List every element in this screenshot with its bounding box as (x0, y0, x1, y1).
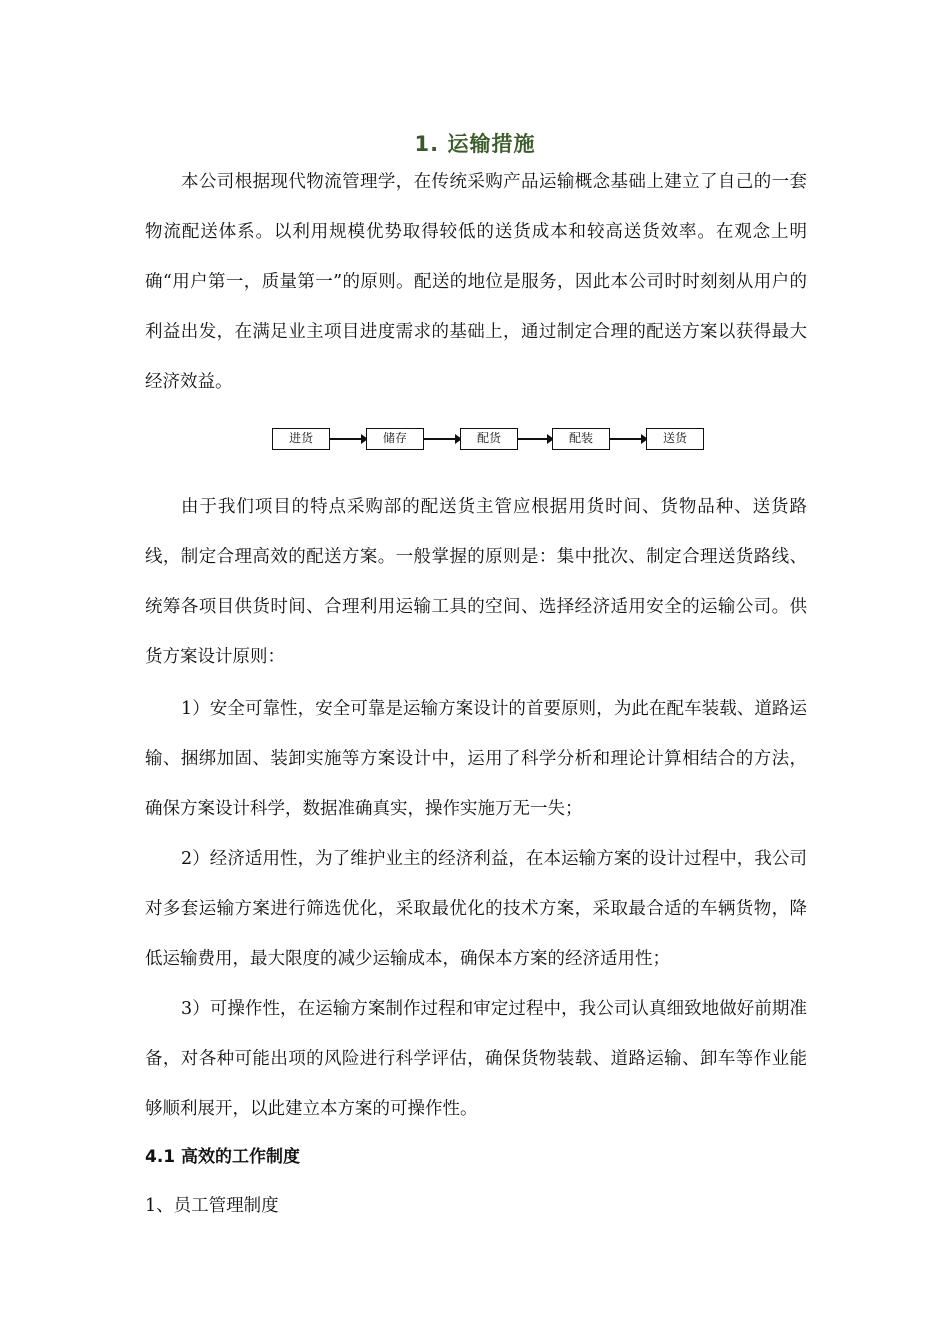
paragraph-distribution: 由于我们项目的特点采购部的配送货主管应根据用货时间、货物品种、送货路线，制定合理高效的配送方案。一般掌握的原则是：集中批次、制定合理送货路线、统筹各项目供货时间、合理利用运输工具的空间、选择经济适用安全的运输公司。供货方案设计原则： (145, 497, 807, 667)
paragraph-intro: 本公司根据现代物流管理学，在传统采购产品运输概念基础上建立了自己的一套物流配送体系。以利用规模优势取得较低的送货成本和较高送货效率。在观念上明确“用户第一，质量第一”的原则。配送的地位是服务，因此本公司时时刻刻从用户的利益出发，在满足业主项目进度需求的基础上，通过制定合理的配送方案以获得最大经济效益。 (145, 172, 807, 392)
list-item: 1、员工管理制度 (145, 1196, 279, 1216)
flow-diagram (272, 428, 708, 454)
flow-step-5: 送货 (646, 428, 704, 450)
flow-step-1: 进货 (272, 428, 330, 450)
section-heading: 4.1 高效的工作制度 (145, 1147, 301, 1167)
page-title: 1. 运输措施 (414, 132, 536, 156)
flow-arrow-icon (610, 438, 646, 440)
paragraph-safety: 1）安全可靠性，安全可靠是运输方案设计的首要原则，为此在配车装载、道路运输、捆绑加固、装卸实施等方案设计中，运用了科学分析和理论计算相结合的方法，确保方案设计科学，数据准确真实，操作实施万无一失； (145, 699, 807, 819)
paragraph-operability: 3）可操作性，在运输方案制作过程和审定过程中，我公司认真细致地做好前期准备，对各种可能出项的风险进行科学评估，确保货物装载、道路运输、卸车等作业能够顺利展开，以此建立本方案的可操作性。 (145, 999, 807, 1119)
flow-arrow-icon (518, 438, 552, 440)
flow-arrow-icon (330, 438, 366, 440)
paragraph-economy: 2）经济适用性，为了维护业主的经济利益，在本运输方案的设计过程中，我公司对多套运输方案进行筛选优化，采取最优化的技术方案，采取最合适的车辆货物，降低运输费用，最大限度的减少运输成本，确保本方案的经济适用性； (145, 849, 807, 969)
flow-step-2: 储存 (366, 428, 424, 450)
flow-arrow-icon (424, 438, 460, 440)
flow-step-3: 配货 (460, 428, 518, 450)
flow-step-4: 配装 (552, 428, 610, 450)
